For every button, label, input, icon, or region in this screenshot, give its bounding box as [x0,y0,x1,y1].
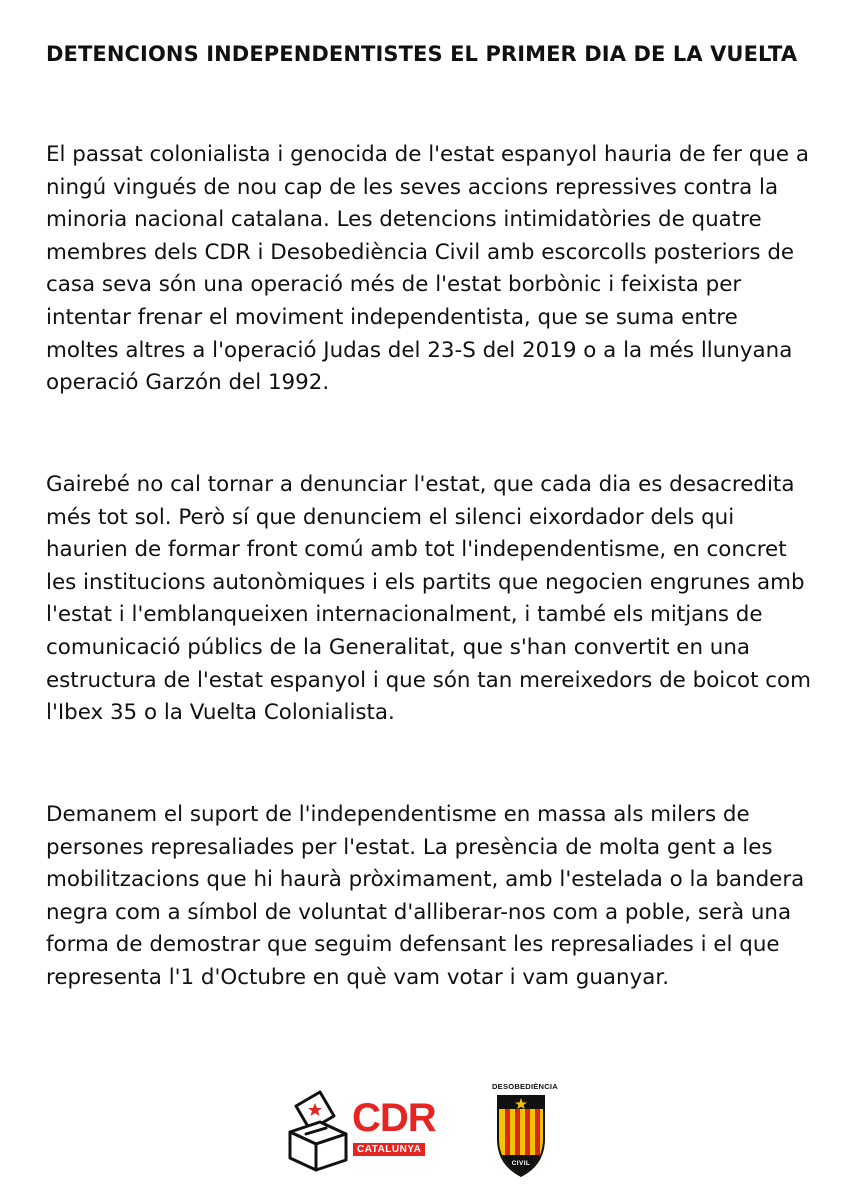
cdr-logo-subtitle: CATALUNYA [353,1143,425,1156]
footer-logos [0,1080,846,1190]
cdr-logo-text: CDR [352,1096,436,1140]
document-title: DETENCIONS INDEPENDENTISTES EL PRIMER DIA DE LA VUELTA [46,42,798,66]
cdr-catalunya-logo [286,1086,446,1172]
paragraph-1: El passat colonialista i genocida de l'estat espanyol hauria de fer que a ningú vingués de nou cap de les seves accions repressives contra la minoria nacional catalana. Les detencions intimidatòries de quatre membres dels CDR i Desobediència Civil amb escorcolls posteriors de casa seva són una operació més de l'estat borbònic i feixista per intentar frenar el moviment independentista, que se suma entre moltes altres a l'operació Judas del 23-S del 2019 o a la més llunyana operació Garzón del 1992. [46,142,809,396]
paragraph-3: Demanem el suport de l'independentisme en massa als milers de persones represaliades per l'estat. La presència de molta gent a les mobilitzacions que hi haurà pròximament, amb l'estelada o la bandera negra com a símbol de voluntat d'alliberar-nos com a poble, serà una forma de demostrar que seguim defensant les represaliades i el que representa l'1 d'Octubre en què vam votar i vam guanyar. [46,802,805,990]
paragraph-2: Gairebé no cal tornar a denunciar l'estat, que cada dia es desacredita més tot sol. Però sí que denunciem el silenci eixordador dels qui haurien de formar front comú amb tot l'independentisme, en concret les institucions autonòmiques i els partits que negocien engrunes amb l'estat i l'emblanqueixen internacionalment, i també els mitjans de comunicació públics de la Generalitat, que s'han convertit en una estructura de l'estat espanyol i que són tan mereixedors de boicot com l'Ibex 35 o la Vuelta Colonialista. [46,472,811,726]
desobediencia-logo-bottom-text: CIVIL [511,1160,531,1167]
desobediencia-logo-top-text: DESOBEDIÈNCIA [492,1082,558,1091]
ballot-box-icon [286,1086,350,1172]
desobediencia-civil-logo [492,1082,558,1178]
